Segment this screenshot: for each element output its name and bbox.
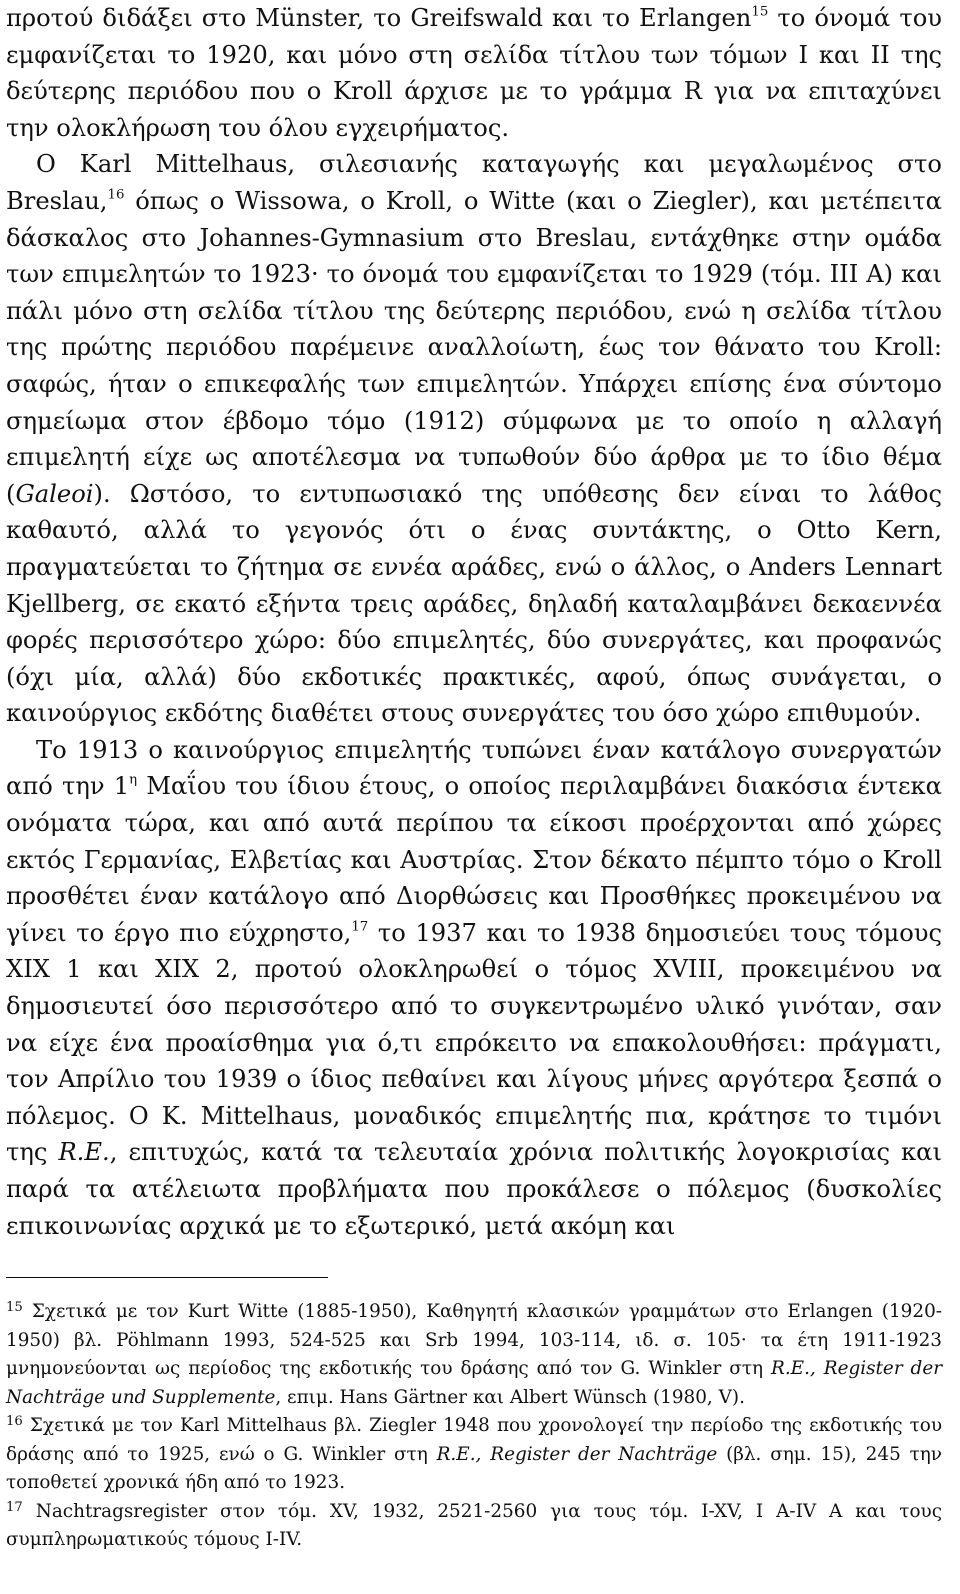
text-run: , επιτυχώς, κατά τα τελευταία χρόνια πολιτικής λογοκρισίας και παρά τα ατέλειωτα προβλήματα που προκάλεσε ο πόλεμος (δυσκολίες επικοινωνίας αρχικά με το εξωτερικό, μετά ακόμη και <box>6 1138 942 1240</box>
paragraph <box>6 0 942 146</box>
text-run: Σχετικά με τον Kurt Witte (1885-1950), Καθηγητή κλασικών γραμμάτων στο Erlangen (1920-1950) βλ. Pöhlmann 1993, 524-525 και Srb 1994, 103-114, ιδ. σ. 105· τα έτη 1911-1923 μνημονεύονται ως περίοδος της εκδοτικής του δράσης από τον G. Winkler στη <box>6 1301 942 1379</box>
footnote-number: 15 <box>6 1300 23 1316</box>
footnote <box>6 1498 942 1555</box>
footnote-reference: η <box>129 772 138 788</box>
text-run: , επιμ. Hans Gärtner και Albert Wünsch (1980, V). <box>275 1386 745 1408</box>
paragraph <box>6 146 942 732</box>
text-run: ). Ωστόσο, το εντυπωσιακό της υπόθεσης δεν είναι το λάθος καθαυτό, αλλά το γεγονός ότι ο ένας συντάκτης, ο Otto Kern, πραγματεύεται το ζήτημα σε εννέα αράδες, ενώ ο άλλος, ο Anders Lennart Kjellberg, σε εκατό εξήντα τρεις αράδες, δηλαδή καταλαμβάνει δεκαεννέα φορές περισσότερο χώρο: δύο επιμελητές, δύο συνεργάτες, και προφανώς (όχι μία, αλλά) δύο εκδοτικές πρακτικές, αφού, όπως συνάγεται, ο καινούργιος εκδότης διαθέτει στους συνεργάτες του όσο χώρο επιθυμούν. <box>6 479 942 728</box>
footnote-reference: 16 <box>107 187 125 203</box>
paragraph <box>6 732 942 1244</box>
text-run: Ο Karl Mittelhaus, σιλεσιανής καταγωγής και μεγαλωμένος στο Breslau, <box>6 150 942 215</box>
text-run: (βλ. σημ. 15), 245 την τοποθετεί χρονικά ήδη από το 1923. <box>6 1443 942 1493</box>
text-run: το 1937 και το 1938 δημοσιεύει τους τόμους XIX 1 και XIX 2, προτού ολοκληρωθεί ο τόμος XVIII, προκειμένου να δημοσιευτεί όσο περισσότερο από το συγκεντρωμένο υλικό γινόταν, σαν να είχε ένα προαίσθημα για ό,τι επρόκειτο να επακολουθήσει: πράγματι, τον Απρίλιο του 1939 ο ίδιος πεθαίνει και λίγους μήνες αργότερα ξεσπά ο πόλεμος. Ο K. Mittelhaus, μοναδικός επιμελητής πια, κράτησε το τιμόνι της <box>6 918 943 1167</box>
main-text <box>6 0 942 1244</box>
text-run: προτού διδάξει στο Münster, το Greifswald και το Erlangen <box>6 4 752 32</box>
footnote-reference: 15 <box>751 4 769 20</box>
footnote <box>6 1412 942 1498</box>
text-run: Μαΐου του ίδιου έτους, ο οποίος περιλαμβάνει διακόσια έντεκα ονόματα τώρα, και από αυτά περίπου τα είκοσι προέρχονται από χώρες εκτός Γερμανίας, Ελβετίας και Αυστρίας. Στον δέκατο πέμπτο τόμο ο Kroll προσθέτει έναν κατάλογο από Διορθώσεις και Προσθήκες προκειμένου να γίνει το έργο πιο εύχρηστο, <box>6 772 943 947</box>
footnote-number: 17 <box>6 1499 23 1515</box>
text-run: το όνομά του εμφανίζεται το 1920, και μόνο στη σελίδα τίτλου των τόμων I και II της δεύτερης περιόδου που ο Kroll άρχισε με το γράμμα R για να επιταχύνει την ολοκλήρωση του όλου εγχειρήματος. <box>6 4 942 142</box>
footnote <box>6 1298 942 1412</box>
italic-text: R.E., Register der Nachträge <box>436 1443 718 1465</box>
footnotes <box>6 1298 942 1555</box>
text-run: όπως ο Wissowa, ο Kroll, ο Witte (και ο Ziegler), και μετέπειτα δάσκαλος στο Johannes-Gymnasium στο Breslau, εντάχθηκε στην ομάδα των επιμελητών το 1923· το όνομά του εμφανίζεται το 1929 (τόμ. III A) και πάλι μόνο στη σελίδα τίτλου της δεύτερης περιόδου, ενώ η σελίδα τίτλου της πρώτης περιόδου παρέμεινε αναλλοίωτη, έως τον θάνατο του Kroll: σαφώς, ήταν ο επικεφαλής των επιμελητών. Υπάρχει επίσης ένα σύντομο σημείωμα στον έβδομο τόμο (1912) σύμφωνα με το οποίο η αλλαγή επιμελητή είχε ως αποτέλεσμα να τυπωθούν δύο άρθρα με το ίδιο θέμα ( <box>6 186 942 508</box>
footnote-separator <box>6 1277 328 1278</box>
footnote-reference: 17 <box>351 919 369 935</box>
text-run: Το 1913 ο καινούργιος επιμελητής τυπώνει έναν κατάλογο συνεργατών από την 1 <box>6 735 942 801</box>
text-run: Nachtragsregister στον τόμ. XV, 1932, 2521-2560 για τους τόμ. I-XV, I A-IV A και τους συμπληρωματικούς τόμους I-IV. <box>6 1500 942 1550</box>
document-page <box>6 0 942 1594</box>
italic-text: R.E. <box>58 1138 110 1167</box>
italic-text: Galeoi <box>15 479 94 508</box>
italic-text: R.E., Register der Nachträge und Supplemente <box>6 1358 942 1408</box>
footnote-number: 16 <box>6 1414 23 1430</box>
text-run: Σχετικά με τον Karl Mittelhaus βλ. Ziegler 1948 που χρονολογεί την περίοδο της εκδοτικής του δράσης από το 1925, ενώ ο G. Winkler στη <box>6 1415 942 1465</box>
